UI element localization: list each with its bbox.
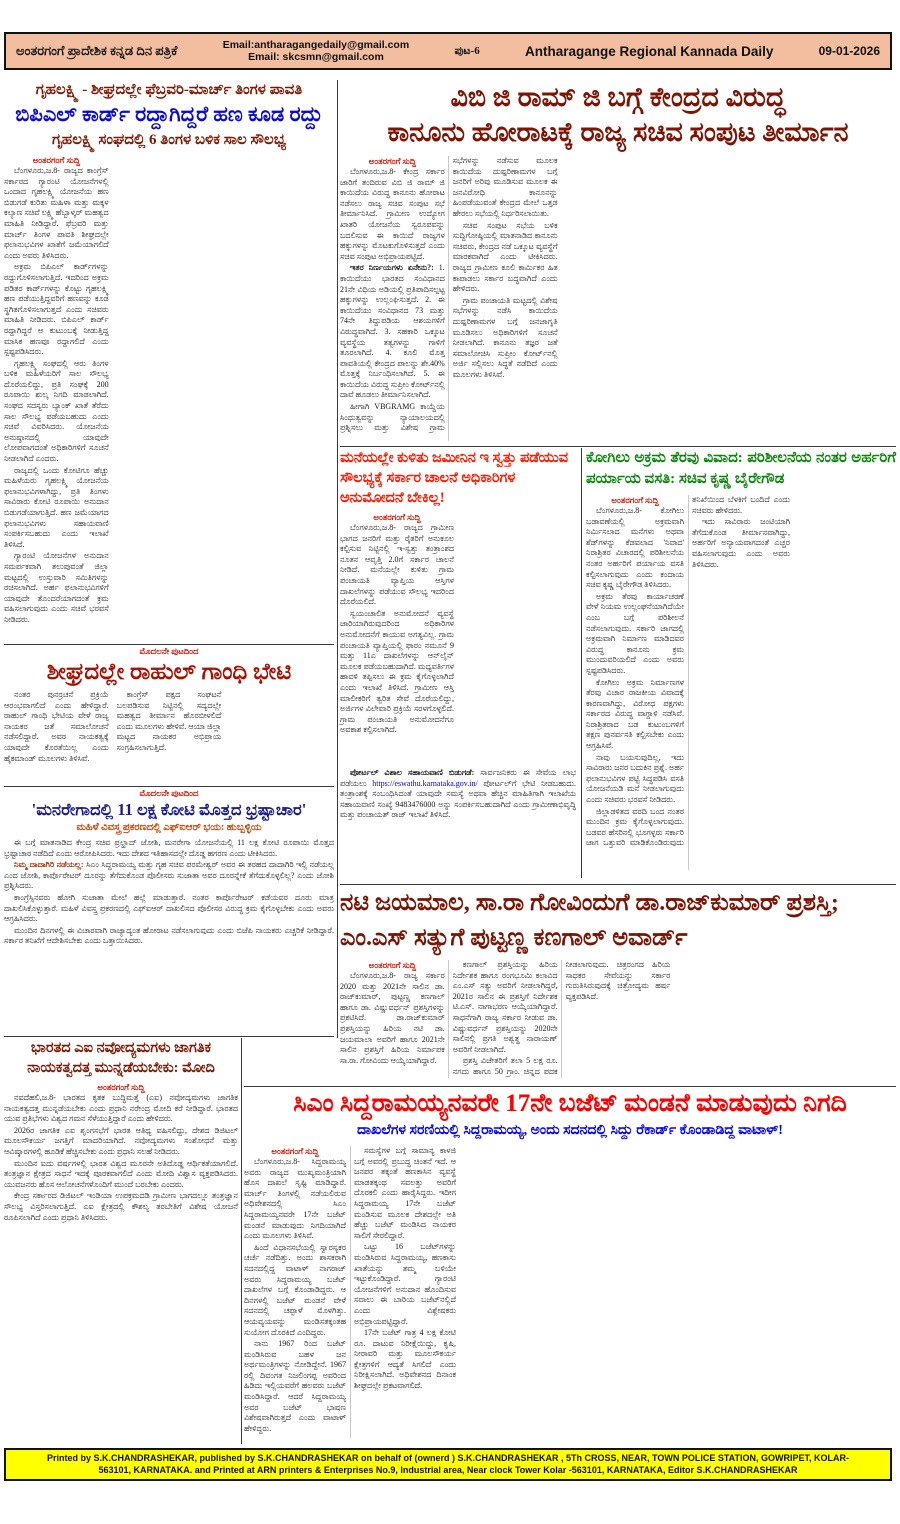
article-paragraph	[4, 860, 334, 892]
byline: ಅಂತರಗಂಗೆ ಸುದ್ದಿ	[271, 1146, 319, 1156]
article-paragraph: ನಾವು ಬಯಸುವುದಿಲ್ಲ, ಇದು ಸಾವಿರಾರು ಜನರ ಬದುಕಿನ ಪ್ರಶ್ನೆ. ಅರ್ಹ ಫಲಾನುಭವಿಗಳ ಪಟ್ಟಿ ಸಿದ್ಧಪಡಿಸಿ ವಸತಿ ಯೋಜನೆಯಡಿ ಮನೆ ನೀಡಲಾಗುವುದು ಎಂದು ಸಚಿವರು ಭರವಸೆ ನೀಡಿದರು.	[586, 752, 684, 805]
article-headline-line2: ಕಾನೂನು ಹೋರಾಟಕ್ಕೆ ರಾಜ್ಯ ಸಚಿವ ಸಂಪುಟ ತೀರ್ಮಾನ	[387, 117, 849, 147]
paragraph-text: 1. ಕಾಯಿದೆಯು ಭಾರತದ ಸಂವಿಧಾನದ 21ನೇ ವಿಧಿಯ ಅಡಿಯಲ್ಲಿ ಪ್ರತಿಪಾದಿಸಲ್ಪಟ್ಟ ಹಕ್ಕುಗಳನ್ನು ಉಲ್ಲಂಘಿಸುತ್ತದೆ. 2. ಈ ಕಾಯಿದೆಯು ಸಂವಿಧಾನದ 73 ಮತ್ತು 74ನೇ ತಿದ್ದುಪಡಿಯ ಆಶಯಗಳಿಗೆ ವಿರುದ್ಧವಾಗಿದೆ. 3. ಸಹಕಾರಿ ಒಕ್ಕೂಟ ವ್ಯವಸ್ಥೆಯ ತತ್ವಗಳನ್ನು ಗಾಳಿಗೆ ತೂರಲಾಗಿದೆ. 4. ಕೂಲಿ ಮೊತ್ತ ಪಾವತಿಯಲ್ಲಿ ಕೇಂದ್ರದ ಪಾಲನ್ನು ಶೇ.40% ಮೊತ್ತಕ್ಕೆ ನಿರ್ಬಂಧಿಸಲಾಗಿದೆ. 5. ಈ ಕಾಯಿದೆಯ ವಿರುದ್ಧ ಸುಪ್ರೀಂ ಕೋರ್ಟ್‌ನಲ್ಲಿ ದಾವೆ ಹೂಡಲು ತೀರ್ಮಾನಿಸಲಾಗಿದೆ.	[340, 263, 445, 400]
issue-date: 09-01-2026	[818, 44, 880, 58]
imprint-footer	[4, 1448, 892, 1481]
paragraph-text: ಸಾರ್ವಜನಿಕರು ಈ ಸೇವೆಯ ಲಾಭ ಪಡೆಯಲು	[340, 768, 576, 788]
article-paragraph	[340, 263, 445, 401]
paragraph-lead: ಇತರ ನಿರ್ಣಯಗಳು ಏನೇನು?:	[350, 263, 434, 273]
article-headline: ಕೋಗಿಲು ಅಕ್ರಮ ತೆರವು ವಿವಾದ: ಪರಿಶೀಲನೆಯ ನಂತರ ಅರ್ಹರಿಗೆ ಪರ್ಯಾಯ ವಸತಿ: ಸಚಿವ ಕೃಷ್ಣ ಬೈರೇಗೌಡ	[586, 450, 896, 487]
article-body	[244, 1146, 896, 1438]
article-paragraph: ಮುಂದಿನ ಐದು ವರ್ಷಗಳಲ್ಲಿ ಭಾರತ ವಿಶ್ವದ ಮೂರನೇ ಅತಿದೊಡ್ಡ ಆರ್ಥಿಕತೆಯಾಗಲಿದೆ. ತಂತ್ರಜ್ಞಾನ ಕ್ಷೇತ್ರದ ಸಾಧನೆ ಇದಕ್ಕೆ ಪೂರಕವಾಗಲಿದೆ ಎಂದು ಮೋದಿ ವಿಶ್ವಾಸ ವ್ಯಕ್ತಪಡಿಸಿದರು. ಯುವಜನರು ಹೊಸ ಆಲೋಚನೆಗಳೊಂದಿಗೆ ಮುಂದೆ ಬರಬೇಕು ಎಂದರು.	[4, 1158, 238, 1189]
masthead	[4, 32, 892, 70]
article-eswathu	[340, 448, 576, 878]
paragraph-lead: ಪೋರ್ಟಲ್ ವಿಶಾಲ ಸಹಾಯವಾಣಿ ಬಿಡುಗಡೆ:	[350, 768, 475, 777]
article-paragraph: ಈ ಬಗ್ಗೆ ಮಾತನಾಡಿದ ಕೇಂದ್ರ ಸಚಿವ ಪ್ರಲ್ಹಾದ್ ಜೋಶಿ, ಮನರೇಗಾ ಯೋಜನೆಯಲ್ಲಿ 11 ಲಕ್ಷ ಕೋಟಿ ರೂಪಾಯಿ ಮೊತ್ತದ ಭ್ರಷ್ಟಾಚಾರ ನಡೆದಿದೆ ಎಂದು ಆರೋಪಿಸಿದರು. ಇದು ದೇಶದ ಇತಿಹಾಸದಲ್ಲೇ ದೊಡ್ಡ ಹಗರಣ ಎಂದು ಟೀಕಿಸಿದರು.	[4, 838, 334, 858]
article-paragraph: ಅಕ್ರಮ ತೆರವು ಕಾರ್ಯಾಚರಣೆ ವೇಳೆ ನಿಯಮ ಉಲ್ಲಂಘನೆಯಾಗಿದೆಯೇ ಎಂಬ ಬಗ್ಗೆ ಪರಿಶೀಲನೆ ನಡೆಸಲಾಗುವುದು. ಸರ್ಕಾರಿ ಜಾಗದಲ್ಲಿ ಅಕ್ರಮವಾಗಿ ನಿರ್ಮಾಣ ಮಾಡಿದವರ ವಿರುದ್ಧ ಕಾನೂನು ಕ್ರಮ ಮುಂದುವರಿಯಲಿದೆ ಎಂದು ಅವರು ಸ್ಪಷ್ಟಪಡಿಸಿದರು.	[586, 591, 684, 675]
imprint-line1: Printed by S.K.CHANDRASHEKAR, published by S.K.CHANDRASHEKAR on behalf of (ownerd ) S.K.CHANDRASHEKAR , 5Th CROSS, NEAR, TOWN POLICE STATION, GOWRIPET, KOLAR-	[46, 1453, 850, 1463]
article-body	[586, 495, 896, 870]
article-kicker: ಗೃಹಲಕ್ಷ್ಮಿ - ಶೀಘ್ರದಲ್ಲೇ ಫೆಬ್ರವರಿ-ಮಾರ್ಚ್ ತಿಂಗಳ ಪಾವತಿ	[35, 82, 303, 98]
article-paragraph: ಬೆಂಗಳೂರು,ಜ.8- ರಾಜ್ಯದ ಕಾಂಗ್ರೆಸ್ ಸರ್ಕಾರದ ಗ್ಯಾರಂಟಿ ಯೋಜನೆಗಳಲ್ಲಿ ಒಂದಾದ ಗೃಹಲಕ್ಷ್ಮಿ ಯೋಜನೆಯ ಹಣ ಬಿಡುಗಡೆ ಕುರಿತು ಮಹಿಳಾ ಮತ್ತು ಮಕ್ಕಳ ಕಲ್ಯಾಣ ಸಚಿವೆ ಲಕ್ಷ್ಮಿ ಹೆಬ್ಬಾಳ್ಕರ್ ಮಹತ್ವದ ಮಾಹಿತಿ ನೀಡಿದ್ದಾರೆ. ಫೆಬ್ರವರಿ ಮತ್ತು ಮಾರ್ಚ್ ತಿಂಗಳ ಪಾವತಿ ಶೀಘ್ರದಲ್ಲೇ ಫಲಾನುಭವಿಗಳ ಖಾತೆಗೆ ಜಮೆಯಾಗಲಿದೆ ಎಂದು ಅವರು ತಿಳಿಸಿದರು.	[4, 166, 109, 260]
article-paragraph: ಇದು ಸಾವಿರಾರು ಜಂಟಿಯಾಗಿ ತೆಗೆದುಕೊಂಡ ತೀರ್ಮಾನವಾಗಿದ್ದು, ಅರ್ಹರಿಗೆ ಅನ್ಯಾಯವಾಗದಂತೆ ಎಚ್ಚರ ವಹಿಸಲಾಗುವುದು ಎಂದು ಅವರು ತಿಳಿಸಿದರು.	[692, 517, 790, 569]
article-paragraph: ರಾಜ್ಯದಲ್ಲಿ ಒಂದು ಕೋಟಿಗೂ ಹೆಚ್ಚು ಮಹಿಳೆಯರು ಗೃಹಲಕ್ಷ್ಮಿ ಯೋಜನೆಯ ಫಲಾನುಭವಿಗಳಾಗಿದ್ದು, ಪ್ರತಿ ತಿಂಗಳು ಸಾವಿರಾರು ಕೋಟಿ ರೂಪಾಯಿ ಅನುದಾನ ಬಿಡುಗಡೆಯಾಗುತ್ತಿದೆ. ಹಣ ಜಮೆಯಾಗದ ಫಲಾನುಭವಿಗಳು ಸಹಾಯವಾಣಿ ಸಂಪರ್ಕಿಸಬಹುದು ಎಂದು ಇಲಾಖೆ ತಿಳಿಸಿದೆ.	[4, 465, 109, 549]
column-divider	[241, 1038, 242, 1444]
article-headline-line1: ವಿಬಿ ಜಿ ರಾಮ್ ಜಿ ಬಗ್ಗೆ ಕೇಂದ್ರದ ವಿರುದ್ಧ	[450, 82, 786, 112]
article-gruhalakshmi	[4, 80, 334, 642]
article-headline: ಬಿಪಿಎಲ್ ಕಾರ್ಡ್ ರದ್ದಾಗಿದ್ದರೆ ಹಣ ಕೂಡ ರದ್ದು	[15, 102, 323, 126]
article-kicker: ಮೊದಲನೇ ಪುಟದಿಂದ	[139, 788, 199, 798]
article-paragraph: ಬೆಂಗಳೂರು,ಜ.8- ಕೇಂದ್ರ ಸರ್ಕಾರ ಜಾರಿಗೆ ತಂದಿರುವ ವಿಬಿ ಜಿ ರಾಮ್ ಜಿ ಕಾಯಿದೆಯ ವಿರುದ್ಧ ಕಾನೂನು ಹೋರಾಟ ನಡೆಸಲು ರಾಜ್ಯ ಸಚಿವ ಸಂಪುಟ ಸಭೆ ತೀರ್ಮಾನಿಸಿದೆ. ಗ್ರಾಮೀಣ ಉದ್ಯೋಗ ಖಾತರಿ ಯೋಜನೆಯ ಸ್ವರೂಪವನ್ನು ಬದಲಿಸುವ ಈ ಕಾಯಿದೆ ರಾಜ್ಯಗಳ ಹಕ್ಕುಗಳನ್ನು ಮೊಟಕುಗೊಳಿಸುತ್ತದೆ ಎಂದು ಸಚಿವ ಸಂಪುಟ ಅಭಿಪ್ರಾಯಪಟ್ಟಿದೆ.	[340, 167, 445, 261]
article-budget	[244, 1088, 896, 1444]
article-paragraph: ಬೆಂಗಳೂರು,ಜ.8- ರಾಜ್ಯ ಸರ್ಕಾರ 2020 ಮತ್ತು 2021ನೇ ಸಾಲಿನ ಡಾ. ರಾಜ್‌ಕುಮಾರ್, ಪುಟ್ಟಣ್ಣ ಕಣಗಾಲ್ ಹಾಗೂ ಡಾ. ವಿಷ್ಣುವರ್ಧನ್ ಪ್ರಶಸ್ತಿಗಳನ್ನು ಪ್ರಕಟಿಸಿದೆ. ಡಾ.ರಾಜ್‌ಕುಮಾರ್ ಪ್ರಶಸ್ತಿಯನ್ನು ಹಿರಿಯ ನಟಿ ಡಾ. ಜಯಮಾಲಾ ಅವರಿಗೆ ಹಾಗೂ 2021ನೇ ಸಾಲಿನ ಪ್ರಶಸ್ತಿಗೆ ಹಿರಿಯ ನಿರ್ಮಾಪಕ ಸಾ.ರಾ. ಗೋವಿಂದು ಆಯ್ಕೆಯಾಗಿದ್ದಾರೆ.	[340, 971, 445, 1065]
article-body	[4, 690, 334, 780]
article-modi	[4, 1038, 238, 1444]
article-rahul	[4, 646, 334, 784]
article-body	[4, 1082, 238, 1223]
article-headline: 'ಮನರೇಗಾದಲ್ಲಿ 11 ಲಕ್ಷ ಕೋಟಿ ಮೊತ್ತದ ಭ್ರಷ್ಟಾಚಾರ'	[31, 800, 307, 819]
section-divider	[244, 1086, 896, 1087]
paragraph-lead: ನಿಮ್ಮ ದಾದಾಗಿರಿ ನಡೆಯಲ್ಲ:	[14, 860, 84, 870]
article-paragraph: ನಂತರ ಪುನರ್ರಚನೆ ಪ್ರಕ್ರಿಯೆ ಆರಂಭವಾಗಲಿದೆ ಎಂದು ಹೇಳಿದ್ದಾರೆ. ರಾಹುಲ್ ಗಾಂಧಿ ಭೇಟಿಯ ವೇಳೆ ರಾಜ್ಯ ನಾಯಕರ ಜತೆ ಸಮಾಲೋಚನೆ ನಡೆಸಲಿದ್ದಾರೆ. ಅವರ ನಾಯಕತ್ವಕ್ಕೆ ಯಾವುದೇ ಕೊರತೆಯಿಲ್ಲ ಎಂದು ಹೈಕಮಾಂಡ್ ಮೂಲಗಳು ತಿಳಿಸಿವೆ.	[4, 690, 109, 763]
article-paragraph: ಜಿಲ್ಲಾಡಳಿತದ ವರದಿ ಬಂದ ನಂತರ ಮುಂದಿನ ಕ್ರಮ ಕೈಗೊಳ್ಳಲಾಗುವುದು. ಬಡವರ ಹೆಸರಿನಲ್ಲಿ ಭೂಗಳ್ಳರು ಸರ್ಕಾರಿ ಜಾಗ ಒತ್ತುವರಿ ಮಾಡಿಕೊಂಡಿರುವುದು ತನಿಖೆಯಿಂದ ಬೆಳಕಿಗೆ ಬಂದಿದೆ ಎಂದು ಸಚಿವರು ಹೇಳಿದರು.	[586, 495, 790, 848]
article-paragraph: ಸ್ವಯಂಚಾಲಿತ ಅನುಮೋದನೆ ವ್ಯವಸ್ಥೆ ಜಾರಿಯಾಗಿರುವುದರಿಂದ ಅಧಿಕಾರಿಗಳ ಅನುಮೋದನೆಗೆ ಕಾಯುವ ಅಗತ್ಯವಿಲ್ಲ. ಗ್ರಾಮ ಪಂಚಾಯತಿ ವ್ಯಾಪ್ತಿಯಲ್ಲಿ ಫಾರಂ ನಮೂನೆ 9 ಮತ್ತು 11ಎ ದಾಖಲೆಗಳನ್ನು ಆನ್‌ಲೈನ್ ಮೂಲಕ ಪಡೆಯಬಹುದಾಗಿದೆ. ಮಧ್ಯವರ್ತಿಗಳ ಹಾವಳಿ ತಪ್ಪಿಸಲು ಈ ಕ್ರಮ ಕೈಗೊಳ್ಳಲಾಗಿದೆ ಎಂದು ಇಲಾಖೆ ತಿಳಿಸಿದೆ. ಗ್ರಾಮೀಣ ಆಸ್ತಿ ಮಾಲೀಕರಿಗೆ ತ್ವರಿತ ಸೇವೆ ದೊರೆಯಲಿದ್ದು, ಅರ್ಜಿಗಳ ವಿಲೇವಾರಿ ಪ್ರಕ್ರಿಯೆ ಸರಳಗೊಳ್ಳಲಿದೆ. ಗ್ರಾಮ ಪಂಚಾಯತಿ ಅನುಮೋದನೆಗೂ ಅವಕಾಶ ಕಲ್ಪಿಸಲಾಗಿದೆ.	[340, 608, 454, 735]
article-paragraph: ಬೆಂಗಳೂರು,ಜ.8- ರಾಜ್ಯದ ಗ್ರಾಮೀಣ ಭಾಗದ ಜನರಿಗೆ ಮತ್ತು ರೈತರಿಗೆ ಅನುಕೂಲ ಕಲ್ಪಿಸುವ ನಿಟ್ಟಿನಲ್ಲಿ ಇ-ಸ್ವತ್ತು ತಂತ್ರಾಂಶದ ನೂತನ ಆವೃತ್ತಿ 2.0ಗೆ ಸರ್ಕಾರ ಚಾಲನೆ ನೀಡಿದೆ. ಮನೆಯಲ್ಲೇ ಕುಳಿತು ಗ್ರಾಮ ಪಂಚಾಯತಿ ವ್ಯಾಪ್ತಿಯ ಆಸ್ತಿಗಳ ದಾಖಲೆಗಳನ್ನು ಪಡೆಯುವ ಸೌಲಭ್ಯ ಇದರಿಂದ ದೊರೆಯಲಿದೆ.	[340, 523, 454, 607]
paper-name-kannada: ಅಂತರಗಂಗೆ ಪ್ರಾದೇಶಿಕ ಕನ್ನಡ ದಿನ ಪತ್ರಿಕೆ	[16, 43, 178, 58]
article-paragraph: 2026ರ ಜಾಗತಿಕ ಎಐ ಶೃಂಗಸಭೆಗೆ ಭಾರತ ಆತಿಥ್ಯ ವಹಿಸಲಿದ್ದು, ದೇಶದ ಡಿಜಿಟಲ್ ಮೂಲಸೌಕರ್ಯ ಜಗತ್ತಿಗೆ ಮಾದರಿಯಾಗಿದೆ. ನವೋದ್ಯಮಗಳು ಸಂಶೋಧನೆ ಮತ್ತು ಆವಿಷ್ಕಾರಗಳಲ್ಲಿ ಹೂಡಿಕೆ ಹೆಚ್ಚಿಸಬೇಕು ಎಂದು ಪ್ರಧಾನಿ ಸಲಹೆ ನೀಡಿದರು.	[4, 1125, 238, 1156]
article-headline: ಮನೆಯಲ್ಲೇ ಕುಳಿತು ಜಮೀನಿನ ಇ ಸ್ವತ್ತು ಪಡೆಯುವ ಸೌಲಭ್ಯಕ್ಕೆ ಸರ್ಕಾರ ಚಾಲನೆ ಅಧಿಕಾರಿಗಳ ಅನುಮೋದನೆ ಬೇಕಿಲ್ಲ!	[340, 450, 569, 506]
article-paragraph: ಬೆಂಗಳೂರು,ಜ.8- ಸಿದ್ದರಾಮಯ್ಯ ಅವರು ರಾಜ್ಯದ ಮುಖ್ಯಮಂತ್ರಿಯಾಗಿ ಹೊಸ ದಾಖಲೆ ಸೃಷ್ಟಿ ಮಾಡಿದ್ದಾರೆ. ಮಾರ್ಚ್ ತಿಂಗಳಲ್ಲಿ ನಡೆಯಲಿರುವ ಅಧಿವೇಶನದಲ್ಲಿ ಸಿಎಂ ಸಿದ್ದರಾಮಯ್ಯನವರೇ 17ನೇ ಬಜೆಟ್ ಮಂಡನೆ ಮಾಡುವುದು ನಿಗದಿಯಾಗಿದೆ ಎಂದು ಮೂಲಗಳು ತಿಳಿಸಿವೆ.	[244, 1157, 346, 1241]
article-body	[340, 960, 896, 1078]
article-headline: ಭಾರತದ ಎಐ ನವೋದ್ಯಮಗಳು ಜಾಗತಿಕ ನಾಯಕತ್ವದತ್ತ ಮುನ್ನಡೆಯಬೇಕು: ಮೋದಿ	[27, 1040, 215, 1076]
byline: ಅಂತರಗಂಗೆ ಸುದ್ದಿ	[368, 960, 417, 970]
byline: ಅಂತರಗಂಗೆ ಸುದ್ದಿ	[373, 512, 421, 522]
article-vbgramg	[340, 80, 896, 444]
article-paragraph: ಬೆಂಗಳೂರು,ಜ.8- ಕೋಗಿಲು ಬಡಾವಣೆಯಲ್ಲಿ ಅಕ್ರಮವಾಗಿ ನಿರ್ಮಿಸಲಾದ ಮನೆಗಳು ಅಥವಾ ಶೆಡ್‌ಗಳನ್ನು ಕೆಡವಲಾದ 'ನಿವಾದ' ನಿರಾಶ್ರಿತರ ವಿಚಾರದಲ್ಲಿ ಪರಿಶೀಲನೆಯ ನಂತರ ಅರ್ಹರಿಗೆ ಪರ್ಯಾಯ ವಸತಿ ಕಲ್ಪಿಸಲಾಗುವುದು ಎಂದು ಕಂದಾಯ ಸಚಿವ ಕೃಷ್ಣ ಬೈರೇಗೌಡ ತಿಳಿಸಿದರು.	[586, 506, 684, 590]
article-paragraph: ಕಾಂಗ್ರೆಸ್ ಪಕ್ಷದ ಸಂಘಟನೆ ಬಲಪಡಿಸುವ ನಿಟ್ಟಿನಲ್ಲಿ ಸದ್ಯದಲ್ಲೇ ಮಹತ್ವದ ತೀರ್ಮಾನ ಹೊರಬೀಳಲಿದೆ ಎಂದು ಮೂಲಗಳು ಹೇಳಿವೆ. ಆಯಾ ಜಿಲ್ಲಾ ಮಟ್ಟದ ನಾಯಕರ ಅಭಿಪ್ರಾಯ ಸಂಗ್ರಹಿಸಲಾಗುತ್ತಿದೆ.	[116, 690, 222, 752]
article-paragraph: ಸಚಿವ ಸಂಪುಟ ಸಭೆಯ ಬಳಿಕ ಸುದ್ದಿಗೋಷ್ಠಿಯಲ್ಲಿ ಮಾತನಾಡಿದ ಕಾನೂನು ಸಚಿವರು, ಕೇಂದ್ರದ ನಡೆ ಒಕ್ಕೂಟ ವ್ಯವಸ್ಥೆಗೆ ಮಾರಕವಾಗಿದೆ ಎಂದು ಟೀಕಿಸಿದರು. ರಾಜ್ಯದ ಗ್ರಾಮೀಣ ಕೂಲಿ ಕಾರ್ಮಿಕರ ಹಿತ ಕಾಪಾಡಲು ಸರ್ಕಾರ ಬದ್ಧವಾಗಿದೆ ಎಂದು ಹೇಳಿದರು.	[452, 220, 558, 294]
article-headline: ನಟಿ ಜಯಮಾಲ, ಸಾ.ರಾ ಗೋವಿಂದುಗೆ ಡಾ.ರಾಜ್‌ಕುಮಾರ್ ಪ್ರಶಸ್ತಿ; ಎಂ.ಎಸ್ ಸತ್ಯುಗೆ ಪುಟ್ಟಣ್ಣ ಕಣಗಾಲ್ ಅವಾರ್ಡ್	[340, 890, 839, 951]
article-body-wide	[340, 768, 576, 821]
section-divider	[4, 1036, 334, 1037]
article-paragraph: ಕೇಂದ್ರ ಸರ್ಕಾರದ ಡಿಜಿಟಲ್ ಇಂಡಿಯಾ ಉಪಕ್ರಮದಡಿ ಗ್ರಾಮೀಣ ಭಾಗದಲ್ಲೂ ತಂತ್ರಜ್ಞಾನ ಸೌಲಭ್ಯ ವಿಸ್ತರಿಸಲಾಗುತ್ತಿದೆ. ಎಐ ಕ್ಷೇತ್ರದಲ್ಲಿ ಕೌಶಲ್ಯ ತರಬೇತಿಗೆ ವಿಶೇಷ ಯೋಜನೆ ರೂಪಿಸಲಾಗಿದೆ ಎಂದು ಪ್ರಧಾನಿ ತಿಳಿಸಿದರು.	[4, 1191, 238, 1222]
article-kogilu	[586, 448, 896, 878]
column-divider	[581, 448, 582, 878]
article-paragraph: ಕೋಗಿಲು ಅಕ್ರಮ ನಿರ್ಮಾಣಗಳ ತೆರವು ವಿಚಾರ ರಾಜಕೀಯ ವಿವಾದಕ್ಕೆ ಕಾರಣವಾಗಿದ್ದು, ವಿರೋಧ ಪಕ್ಷಗಳು ಸರ್ಕಾರದ ವಿರುದ್ಧ ವಾಗ್ದಾಳಿ ನಡೆಸಿವೆ. ನಿರಾಶ್ರಿತರಾದ ಬಡ ಕುಟುಂಬಗಳಿಗೆ ತಕ್ಷಣ ಪುನರ್ವಸತಿ ಕಲ್ಪಿಸಬೇಕು ಎಂದು ಆಗ್ರಹಿಸಿವೆ.	[586, 677, 684, 751]
paper-name-english: Antharagange Regional Kannada Daily	[525, 43, 774, 59]
article-deck: ಮಹಿಳೆ ವಿವಸ್ತ್ರ ಪ್ರಕರಣದಲ್ಲಿ ಎಫ್ಐಆರ್ ಭಯ: ಹುಬ್ಬಳ್ಳಿಯ	[76, 822, 262, 833]
article-paragraph: ಅಕ್ರಮ ಬಿಪಿಎಲ್ ಕಾರ್ಡ್‌ಗಳನ್ನು ರದ್ದುಗೊಳಿಸಲಾಗುತ್ತಿದೆ. ಇದರಿಂದ ಅಕ್ರಮ ಪಡಿತರ ಕಾರ್ಡ್‌ಗಳನ್ನು ಕೊಟ್ಟು ಗೃಹಲಕ್ಷ್ಮಿ ಹಣ ಪಡೆಯುತ್ತಿದ್ದವರಿಗೆ ಹಣವನ್ನು ಕೂಡ ಸ್ಥಗಿತಗೊಳಿಸಲಾಗುತ್ತದೆ ಎಂದು ಸಚಿವರು ಮಾಹಿತಿ ನೀಡಿದರು. ಬಿಪಿಎಲ್ ಕಾರ್ಡ್ ರದ್ದಾಗಿದ್ದರೆ ಆ ಕುಟುಂಬಕ್ಕೆ ನೀಡುತ್ತಿದ್ದ ಮಾಸಿಕ ಹಣವೂ ರದ್ದಾಗಲಿದೆ ಎಂದು ಸ್ಪಷ್ಟಪಡಿಸಿದರು.	[4, 262, 109, 357]
article-headline: ಶೀಘ್ರದಲ್ಲೇ ರಾಹುಲ್ ಗಾಂಧಿ ಭೇಟಿ	[46, 659, 292, 684]
article-paragraph: ಹಿಂದೆ ವಿಧಾನಸಭೆಯಲ್ಲಿ ಸ್ವಾರಸ್ಯಕರ ಚರ್ಚೆ ನಡೆದಿತ್ತು. ಅಂದು ಶಾಸಕರಾಗಿ ಸದನದಲ್ಲಿದ್ದ ವಾಟಾಳ್ ನಾಗರಾಜ್ ಅವರು ಸಿದ್ದರಾಮಯ್ಯ ಬಜೆಟ್ ದಾಖಲೆಗಳ ಬಗ್ಗೆ ಕೊಂಡಾಡಿದ್ದರು. ಆ ದಿನಗಳಲ್ಲಿ ಬಜೆಟ್ ಮಂಡನೆ ವೇಳೆ ಸದನದಲ್ಲಿ ಚಪ್ಪಾಳೆ ಮೊಳಗಿತ್ತು. ಆಯವ್ಯಯವನ್ನು ಮಂಡಿಸತಕ್ಕಂತಹ ಸುಯೋಗ ದೊರಕಿದೆ ಎಂದಿದ್ದರು.	[244, 1242, 346, 1337]
imprint-line2: 563101, KARNATAKA. and Printed at ARN printers & Enterprises No.9, Industrial area, Near clock Tower Kolar -563101, KARNATAKA, Editor S.K.CHANDRASHEKAR	[98, 1464, 798, 1475]
article-paragraph	[340, 768, 576, 821]
article-mgnrega	[4, 788, 334, 1034]
article-paragraph: ಮುಂದಿನ ದಿನಗಳಲ್ಲಿ ಈ ವಿಚಾರವಾಗಿ ರಾಜ್ಯಾದ್ಯಂತ ಹೋರಾಟ ನಡೆಸಲಾಗುವುದು ಎಂದು ಬಿಜೆಪಿ ನಾಯಕರು ಎಚ್ಚರಿಕೆ ನೀಡಿದ್ದಾರೆ. ಸರ್ಕಾರ ತನಿಖೆಗೆ ಆದೇಶಿಸಬೇಕು ಎಂದು ಒತ್ತಾಯಿಸಿದರು.	[4, 925, 334, 946]
article-paragraph: ನವದೆಹಲಿ,ಜ.8- ಭಾರತದ ಕೃತಕ ಬುದ್ಧಿಮತ್ತೆ (ಎಐ) ನವೋದ್ಯಮಗಳು ಜಾಗತಿಕ ನಾಯಕತ್ವದತ್ತ ಮುನ್ನಡೆಯಬೇಕು ಎಂದು ಪ್ರಧಾನಿ ನರೇಂದ್ರ ಮೋದಿ ಕರೆ ನೀಡಿದ್ದಾರೆ. ಭಾರತದ ಯುವ ಪ್ರತಿಭೆಗಳು ವಿಶ್ವದ ಗಮನ ಸೆಳೆಯುತ್ತಿದ್ದಾರೆ ಎಂದು ಹೇಳಿದರು.	[4, 1093, 238, 1124]
article-deck: ದಾಖಲೆಗಳ ಸರಣಿಯಲ್ಲಿ ಸಿದ್ದರಾಮಯ್ಯ, ಅಂದು ಸದನದಲ್ಲಿ ಸಿದ್ದು ರೆಕಾರ್ಡ್ ಕೊಂಡಾಡಿದ್ದ ವಾಟಾಳ್!	[357, 1123, 783, 1138]
section-divider	[340, 446, 896, 447]
article-body	[340, 512, 576, 764]
byline: ಅಂತರಗಂಗೆ ಸುದ್ದಿ	[97, 1082, 145, 1092]
column-divider	[337, 80, 338, 1038]
article-paragraph: ಗ್ರಾಮ ಪಂಚಾಯತಿ ಮಟ್ಟದಲ್ಲಿ ವಿಶೇಷ ಸಭೆಗಳನ್ನು ನಡೆಸಿ ಕಾಯಿದೆಯ ದುಷ್ಪರಿಣಾಮಗಳ ಬಗ್ಗೆ ಜನಜಾಗೃತಿ ಮೂಡಿಸಲು ಅಧಿಕಾರಿಗಳಿಗೆ ಸೂಚನೆ ನೀಡಲಾಗಿದೆ. ಕಾನೂನು ತಜ್ಞರ ಜತೆ ಸಮಾಲೋಚಿಸಿ ಸುಪ್ರೀಂ ಕೋರ್ಟ್‌ನಲ್ಲಿ ಅರ್ಜಿ ಸಲ್ಲಿಸಲು ಸಿದ್ಧತೆ ನಡೆದಿದೆ ಎಂದು ಮೂಲಗಳು ತಿಳಿಸಿವೆ.	[452, 295, 558, 379]
paragraph-text: ಸಿಎಂ ಸಿದ್ದರಾಮಯ್ಯ ಮತ್ತು ಗೃಹ ಸಚಿವ ಪರಮೇಶ್ವರ್ ಅವರ ಈ ತರಹದ ದಾದಾಗಿರಿ ಇಲ್ಲಿ ನಡೆಯಲ್ಲ ಎಂದ ಜೋಶಿ, ಕಾರ್ಪೊರೇಟರ್ ದೂರನ್ನು ತೆಗೆದುಕೊಂಡ ಪೊಲೀಸರು ಸುಜಾತಾ ಅವರ ದೂರನ್ನೇಕೆ ತೆಗೆದುಕೊಳ್ಳಲಿಲ್ಲ? ಎಂದು ಜೋಶಿ ಪ್ರಶ್ನಿಸಿದರು.	[4, 860, 334, 891]
email-primary[interactable]: Email:antharagangedaily@gmail.com	[222, 39, 410, 51]
page-number: ಪುಟ-6	[454, 44, 480, 57]
article-body	[4, 838, 334, 947]
article-body	[340, 156, 896, 441]
article-paragraph: ನಾನು 1967 ರಿಂದ ಬಜೆಟ್ ಮಂಡಿಸಿರುವ ಬಹಳ ಜನ ಅರ್ಥಮಂತ್ರಿಗಳನ್ನು ನೋಡಿದ್ದೇನೆ. 1967 ರಲ್ಲಿ ದಿವಂಗತ ನಿಜಲಿಂಗಪ್ಪ ಅವರಿಂದ ಹಿಡಿದು ಇಲ್ಲಿಯವರೆಗೆ ಹಲವರು ಬಜೆಟ್ ಮಂಡಿಸಿದ್ದಾರೆ. ಆದರೆ ಸಿದ್ದರಾಮಯ್ಯ ಅವರ ಬಜೆಟ್ ಭಾಷಣ ವಿಶೇಷವಾಗಿರುತ್ತದೆ ಎಂದು ವಾಟಾಳ್ ಹೇಳಿದ್ದರು.	[244, 1339, 346, 1433]
article-paragraph: ಗ್ಯಾರಂಟಿ ಯೋಜನೆಗಳ ಅನುದಾನ ಸಮರ್ಪಕವಾಗಿ ತಲುಪುವಂತೆ ಜಿಲ್ಲಾ ಮಟ್ಟದಲ್ಲಿ ಉಸ್ತುವಾರಿ ಸಮಿತಿಗಳನ್ನು ರಚಿಸಲಾಗಿದೆ. ಅರ್ಹ ಫಲಾನುಭವಿಗಳಿಗೆ ಯಾವುದೇ ತೊಂದರೆಯಾಗದಂತೆ ಕ್ರಮ ವಹಿಸಲಾಗುವುದು ಎಂದು ಸಚಿವೆ ಭರವಸೆ ನೀಡಿದರು.	[4, 551, 109, 624]
byline: ಅಂತರಗಂಗೆ ಸುದ್ದಿ	[368, 156, 417, 166]
article-paragraph: ಕಾಂಗ್ರೆಸ್ಸಿನವರು ಹೋಗಿ ಸುಜಾತಾ ಮೇಲೆ ಹಲ್ಲೆ ಮಾಡುತ್ತಾರೆ. ನಂತರ ಕಾರ್ಪೊರೇಟರ್ ಕಡೆಯವರ ದೂರು ಮಾತ್ರ ದಾಖಲಿಸಿಕೊಳ್ಳುತ್ತಾರೆ. ಮಹಿಳೆ ವಿವಸ್ತ್ರ ಪ್ರಕರಣದಲ್ಲಿ ಎಫ್ಐಆರ್ ದಾಖಲಿಸದ ಪೊಲೀಸರ ವಿರುದ್ಧ ಕ್ರಮ ಕೈಗೊಳ್ಳಬೇಕು ಎಂದು ಅವರು ಆಗ್ರಹಿಸಿದರು.	[4, 892, 334, 924]
section-divider	[340, 884, 896, 885]
article-paragraph: ಕಣಗಾಲ್ ಪ್ರಶಸ್ತಿಯನ್ನು ಹಿರಿಯ ನಿರ್ದೇಶಕ ಹಾಗೂ ರಂಗಭೂಮಿ ಕಲಾವಿದ ಎಂ.ಎಸ್ ಸತ್ಯು ಅವರಿಗೆ ನೀಡಲಾಗಿದ್ದರೆ, 2021ರ ಸಾಲಿನ ಈ ಪ್ರಶಸ್ತಿಗೆ ನಿರ್ದೇಶಕ ಟಿ.ಎಸ್. ನಾಗಾಭರಣ ಆಯ್ಕೆಯಾಗಿದ್ದಾರೆ. ಸಾಧನೆಗಾಗಿ ರಾಜ್ಯ ಸರ್ಕಾರ ನೀಡುವ ಡಾ. ವಿಷ್ಣುವರ್ಧನ್ ಪ್ರಶಸ್ತಿಯನ್ನು 2020ನೇ ಸಾಲಿನಲ್ಲಿ ಪ್ರಗತಿ ಅಶ್ವತ್ಥ ನಾರಾಯಣ್ ಅವರಿಗೆ ನೀಡಲಾಗಿದೆ.	[452, 960, 558, 1054]
article-paragraph: ಹೀಗಾಗಿ VBGRAMG ಕಾಯ್ದೆಯ ಸಿಂಧುತ್ವವನ್ನು ನ್ಯಾಯಾಲಯದಲ್ಲಿ ಪ್ರಶ್ನಿಸಲು ಮತ್ತು ವಿಶೇಷ ಗ್ರಾಮ ಸಭೆಗಳನ್ನು ನಡೆಸುವ ಮೂಲಕ ಕಾಯಿದೆಯ ದುಷ್ಪರಿಣಾಮಗಳ ಬಗ್ಗೆ ಜನರಿಗೆ ಅರಿವು ಮೂಡಿಸುವ ಮೂಲಕ ಈ ಜನವಿರೋಧಿ ಕಾನೂನನ್ನು ಹಿಂಪಡೆಯುವಂತೆ ಕೇಂದ್ರದ ಮೇಲೆ ಒತ್ತಡ ಹೇರಲು ಸಭೆಯಲ್ಲಿ ನಿರ್ಧರಿಸಲಾಯಿತು.	[340, 156, 558, 433]
section-divider	[4, 644, 334, 645]
eswathu-portal-link[interactable]: https://eswathu.karnataka.gov.in/	[372, 778, 478, 788]
email-secondary[interactable]: Email: skcsmn@gmail.com	[248, 51, 384, 63]
article-paragraph: ಪ್ರಶಸ್ತಿ ವಿಜೇತರಿಗೆ ತಲಾ 5 ಲಕ್ಷ ರೂ. ನಗದು ಹಾಗೂ 50 ಗ್ರಾಂ. ಚಿನ್ನದ ಪದಕ ನೀಡಲಾಗುವುದು. ಚಿತ್ರರಂಗದ ಹಿರಿಯ ಸಾಧಕರ ಸೇವೆಯನ್ನು ಸರ್ಕಾರ ಗುರುತಿಸಿರುವುದಕ್ಕೆ ಚಿತ್ರೋದ್ಯಮ ಹರ್ಷ ವ್ಯಕ್ತಪಡಿಸಿದೆ.	[452, 960, 671, 1076]
article-awards	[340, 886, 896, 1084]
article-paragraph: 17ನೇ ಬಜೆಟ್ ಗಾತ್ರ 4 ಲಕ್ಷ ಕೋಟಿ ರೂ. ದಾಟುವ ನಿರೀಕ್ಷೆಯಿದ್ದು, ಕೃಷಿ, ನೀರಾವರಿ ಮತ್ತು ಮೂಲಸೌಕರ್ಯ ಕ್ಷೇತ್ರಗಳಿಗೆ ಆದ್ಯತೆ ಸಿಗಲಿದೆ ಎಂದು ನಿರೀಕ್ಷಿಸಲಾಗಿದೆ. ಅಧಿವೇಶನದ ದಿನಾಂಕ ಶೀಘ್ರದಲ್ಲೇ ಪ್ರಕಟವಾಗಲಿದೆ.	[354, 1328, 456, 1391]
paragraph-text: ಪೋರ್ಟಲ್‌ಗೆ ಭೇಟಿ ನೀಡಬಹುದು. ತಂತ್ರಾಂಶಕ್ಕೆ ಸಂಬಂಧಿಸಿದಂತೆ ಯಾವುದೇ ಸಮಸ್ಯೆ ಅಥವಾ ಹೆಚ್ಚಿನ ಮಾಹಿತಿಗಾಗಿ ಇಲಾಖೆಯ ಸಹಾಯವಾಣಿ ಸಂಖ್ಯೆ 9483476000 ಅನ್ನು ಸಂಪರ್ಕಿಸಬಹುದಾಗಿದೆ ಎಂದು ಗ್ರಾಮೀಣಾಭಿವೃದ್ಧಿ ಮತ್ತು ಪಂಚಾಯತ್ ರಾಜ್ ಇಲಾಖೆ ತಿಳಿಸಿದೆ.	[340, 778, 577, 820]
byline: ಅಂತರಗಂಗೆ ಸುದ್ದಿ	[611, 495, 659, 505]
article-paragraph: ಒಟ್ಟು 16 ಬಜೆಟ್‌ಗಳನ್ನು ಮಂಡಿಸಿರುವ ಸಿದ್ದರಾಮಯ್ಯ, ಹಣಕಾಸು ಖಾತೆಯನ್ನು ತಮ್ಮ ಬಳಿಯೇ ಇಟ್ಟುಕೊಂಡಿದ್ದಾರೆ. ಗ್ಯಾರಂಟಿ ಯೋಜನೆಗಳಿಗೆ ಅನುದಾನ ಹೊಂದಿಸುವ ಸವಾಲು ಈ ಬಾರಿಯ ಬಜೆಟ್‌ನಲ್ಲಿದೆ ಎಂದು ವಿಶ್ಲೇಷಕರು ಅಭಿಪ್ರಾಯಪಟ್ಟಿದ್ದಾರೆ.	[354, 1242, 456, 1326]
article-body	[4, 155, 334, 640]
masthead-emails	[223, 39, 409, 63]
section-divider	[4, 786, 334, 787]
article-paragraph: ಗೃಹಲಕ್ಷ್ಮಿ ಸಂಘದಲ್ಲಿ ಆರು ತಿಂಗಳ ಬಳಿಕ ಮಹಿಳೆಯರಿಗೆ ಸಾಲ ಸೌಲಭ್ಯ ದೊರೆಯಲಿದ್ದು, ಪ್ರತಿ ಸಂಘಕ್ಕೆ 200 ರೂಪಾಯಿ ಶುಲ್ಕ ನಿಗದಿ ಮಾಡಲಾಗಿದೆ. ಸಂಘದ ಸದಸ್ಯರು ಬ್ಯಾಂಕ್ ಖಾತೆ ತೆರೆದು ಸಾಲ ಸೌಲಭ್ಯ ಪಡೆಯಬಹುದು ಎಂದು ಸಚಿವೆ ವಿವರಿಸಿದರು. ಯೋಜನೆಯ ಅನುಷ್ಠಾನದಲ್ಲಿ ಯಾವುದೇ ಲೋಪವಾಗದಂತೆ ಅಧಿಕಾರಿಗಳಿಗೆ ಸೂಚನೆ ನೀಡಲಾಗಿದೆ ಎಂದರು.	[4, 358, 109, 464]
article-kicker: ಮೊದಲನೇ ಪುಟದಿಂದ	[139, 646, 199, 656]
article-headline: ಸಿಎಂ ಸಿದ್ದರಾಮಯ್ಯನವರೇ 17ನೇ ಬಜೆಟ್ ಮಂಡನೆ ಮಾಡುವುದು ನಿಗದಿ	[293, 1090, 847, 1117]
article-paragraph: ಸಮಸ್ಯೆಗಳ ಬಗ್ಗೆ ಸಾಮಾನ್ಯ ಕಾಳಜಿ ಬಗ್ಗೆ ಅವರಲ್ಲಿ ಪ್ರಬುದ್ಧ ಚಿಂತನೆ ಇದೆ. ಆ ಜನಪರ ತಕ್ಕಂತೆ ಹಣಕಾಸಿನ ವ್ಯವಸ್ಥೆ ಮಾಡತಕ್ಕಂಥ ಸವಲತ್ತು ಅವರಿಗೆ ದೊರಕಲಿ ಎಂದು ಹಾರೈಸಿದ್ದರು. ಇದೀಗ ಸಿದ್ದರಾಮಯ್ಯ 17ನೇ ಬಜೆಟ್ ಮಂಡಿಸುವ ಮೂಲಕ ದೇಶದಲ್ಲೇ ಅತಿ ಹೆಚ್ಚು ಬಜೆಟ್ ಮಂಡಿಸಿದ ನಾಯಕರ ಸಾಲಿಗೆ ಸೇರಲಿದ್ದಾರೆ.	[354, 1146, 456, 1240]
article-deck: ಗೃಹಲಕ್ಷ್ಮಿ ಸಂಘದಲ್ಲಿ 6 ತಿಂಗಳ ಬಳಿಕ ಸಾಲ ಸೌಲಭ್ಯ	[51, 132, 287, 148]
byline: ಅಂತರಗಂಗೆ ಸುದ್ದಿ	[32, 155, 80, 165]
